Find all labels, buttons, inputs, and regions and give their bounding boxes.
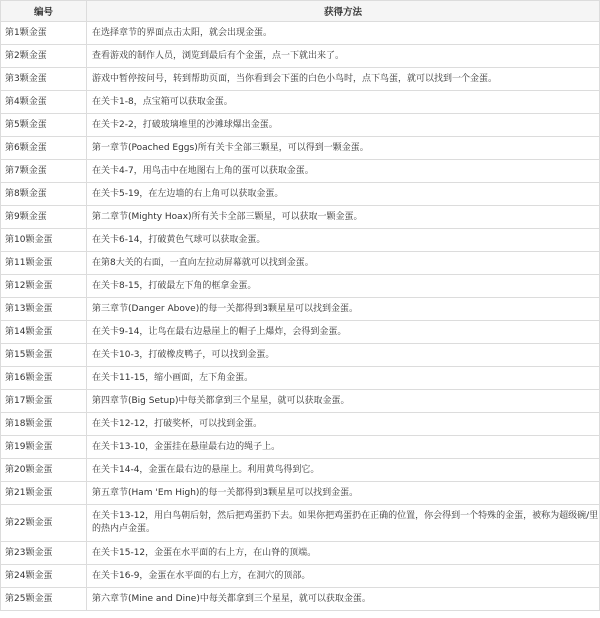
egg-number: 第16颗金蛋 <box>1 367 87 390</box>
egg-method: 在关卡5-19，在左边墙的右上角可以获取金蛋。 <box>87 183 600 206</box>
table-row <box>1 321 600 344</box>
egg-method: 第五章节(Ham 'Em High)的每一关都得到3颗星星可以找到金蛋。 <box>87 482 600 505</box>
table-row <box>1 588 600 611</box>
table-row <box>1 229 600 252</box>
egg-number: 第5颗金蛋 <box>1 114 87 137</box>
egg-method: 第三章节(Danger Above)的每一关都得到3颗星星可以找到金蛋。 <box>87 298 600 321</box>
egg-method: 在关卡16-9，金蛋在水平面的右上方，在洞穴的顶部。 <box>87 565 600 588</box>
egg-method: 第六章节(Mine and Dine)中每关都拿到三个星星，就可以获取金蛋。 <box>87 588 600 611</box>
egg-number: 第3颗金蛋 <box>1 68 87 91</box>
egg-method: 在关卡10-3，打破橡皮鸭子，可以找到金蛋。 <box>87 344 600 367</box>
egg-method: 在关卡13-12，用白鸟朝后射，然后把鸡蛋扔下去。如果你把鸡蛋扔在正确的位置，你会得到一个特殊的金蛋，被称为超级碗/里的热内卢金蛋。 <box>87 505 600 542</box>
table-row <box>1 344 600 367</box>
egg-number: 第19颗金蛋 <box>1 436 87 459</box>
egg-number: 第15颗金蛋 <box>1 344 87 367</box>
egg-method: 在关卡6-14，打破黄色气球可以获取金蛋。 <box>87 229 600 252</box>
table-row <box>1 68 600 91</box>
table-row <box>1 183 600 206</box>
egg-number: 第8颗金蛋 <box>1 183 87 206</box>
table-row <box>1 91 600 114</box>
egg-number: 第10颗金蛋 <box>1 229 87 252</box>
table-body <box>1 22 600 611</box>
egg-method: 在关卡8-15，打破最左下角的框拿金蛋。 <box>87 275 600 298</box>
egg-method: 在关卡2-2，打破玻璃堆里的沙滩球爆出金蛋。 <box>87 114 600 137</box>
egg-method: 在关卡1-8，点宝箱可以获取金蛋。 <box>87 91 600 114</box>
table-row <box>1 482 600 505</box>
egg-number: 第14颗金蛋 <box>1 321 87 344</box>
table-row <box>1 160 600 183</box>
table-row <box>1 367 600 390</box>
egg-number: 第2颗金蛋 <box>1 45 87 68</box>
table-row <box>1 505 600 542</box>
table-row <box>1 275 600 298</box>
egg-number: 第22颗金蛋 <box>1 505 87 542</box>
egg-method: 在关卡9-14，让鸟在最右边悬崖上的帽子上爆炸，会得到金蛋。 <box>87 321 600 344</box>
egg-number: 第24颗金蛋 <box>1 565 87 588</box>
egg-method: 在关卡12-12，打破奖杯，可以找到金蛋。 <box>87 413 600 436</box>
egg-method: 在关卡14-4，金蛋在最右边的悬崖上。利用黄鸟得到它。 <box>87 459 600 482</box>
header-method: 获得方法 <box>87 1 600 22</box>
egg-method: 第二章节(Mighty Hoax)所有关卡全部三颗星，可以获取一颗金蛋。 <box>87 206 600 229</box>
egg-number: 第7颗金蛋 <box>1 160 87 183</box>
egg-method: 第四章节(Big Setup)中每关都拿到三个星星，就可以获取金蛋。 <box>87 390 600 413</box>
egg-method: 在第8大关的右面，一直向左拉动屏幕就可以找到金蛋。 <box>87 252 600 275</box>
table-row <box>1 137 600 160</box>
table-row <box>1 390 600 413</box>
table-row <box>1 45 600 68</box>
table-row <box>1 206 600 229</box>
table-row <box>1 565 600 588</box>
table-row <box>1 252 600 275</box>
egg-method: 游戏中暂停按问号，转到帮助页面，当你看到会下蛋的白色小鸟时，点下鸟蛋，就可以找到一个金蛋。 <box>87 68 600 91</box>
egg-number: 第1颗金蛋 <box>1 22 87 45</box>
table-row <box>1 413 600 436</box>
egg-method: 在关卡15-12，金蛋在水平面的右上方，在山脊的顶端。 <box>87 542 600 565</box>
egg-method: 在关卡11-15，缩小画面，左下角金蛋。 <box>87 367 600 390</box>
egg-number: 第20颗金蛋 <box>1 459 87 482</box>
table-row <box>1 298 600 321</box>
egg-number: 第17颗金蛋 <box>1 390 87 413</box>
table-header-row <box>1 1 600 22</box>
egg-method: 在关卡13-10，金蛋挂在悬崖最右边的绳子上。 <box>87 436 600 459</box>
egg-number: 第21颗金蛋 <box>1 482 87 505</box>
egg-method: 查看游戏的制作人员，浏览到最后有个金蛋，点一下就出来了。 <box>87 45 600 68</box>
egg-number: 第12颗金蛋 <box>1 275 87 298</box>
table-row <box>1 459 600 482</box>
egg-number: 第11颗金蛋 <box>1 252 87 275</box>
egg-method: 第一章节(Poached Eggs)所有关卡全部三颗星，可以得到一颗金蛋。 <box>87 137 600 160</box>
egg-number: 第13颗金蛋 <box>1 298 87 321</box>
egg-number: 第9颗金蛋 <box>1 206 87 229</box>
table-row <box>1 114 600 137</box>
egg-number: 第4颗金蛋 <box>1 91 87 114</box>
egg-number: 第25颗金蛋 <box>1 588 87 611</box>
header-number: 编号 <box>1 1 87 22</box>
egg-number: 第23颗金蛋 <box>1 542 87 565</box>
egg-method: 在关卡4-7，用鸟击中在地图右上角的蛋可以获取金蛋。 <box>87 160 600 183</box>
table-row <box>1 22 600 45</box>
table-row <box>1 436 600 459</box>
egg-number: 第6颗金蛋 <box>1 137 87 160</box>
egg-number: 第18颗金蛋 <box>1 413 87 436</box>
egg-method: 在选择章节的界面点击太阳，就会出现金蛋。 <box>87 22 600 45</box>
table-row <box>1 542 600 565</box>
